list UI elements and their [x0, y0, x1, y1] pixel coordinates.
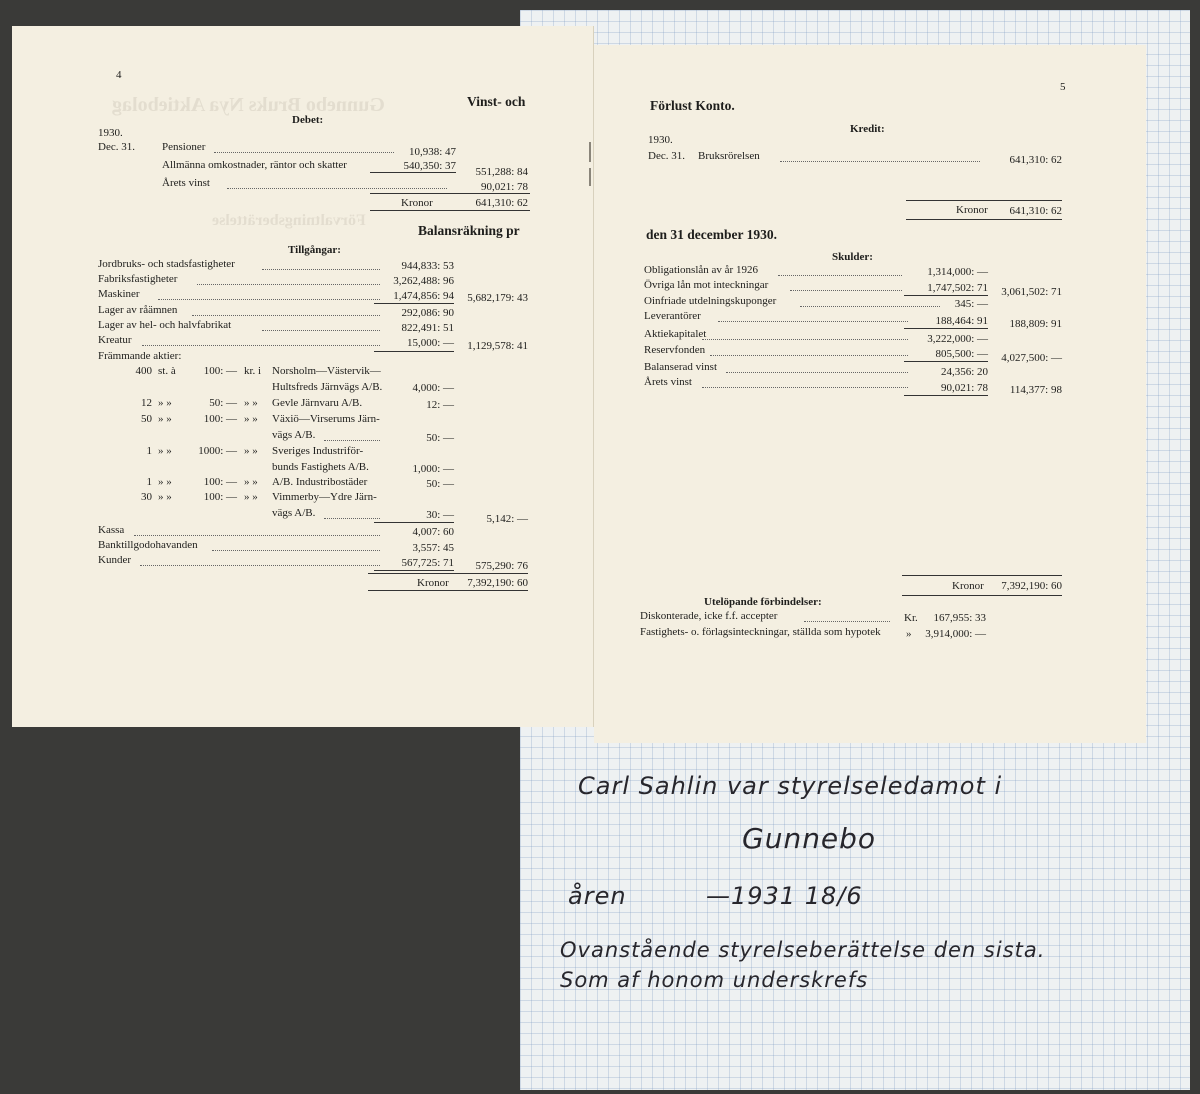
total-rule	[368, 590, 528, 591]
skulder-heading: Skulder:	[832, 251, 873, 263]
share-nominal: 50: —	[209, 397, 237, 409]
contingent-row-amount: 3,914,000: —	[925, 628, 986, 640]
year-label: 1930.	[98, 127, 123, 139]
share-qty: 400	[135, 365, 152, 377]
debet-row-label: Årets vinst	[162, 177, 210, 189]
share-amount: 50: —	[426, 432, 454, 444]
dot-leader	[140, 564, 380, 566]
share-nominal: 100: —	[203, 365, 237, 377]
liability-row-amount: 90,021: 78	[940, 382, 988, 394]
kredit-heading: Kredit:	[850, 123, 885, 135]
share-qty: 12	[141, 397, 152, 409]
year-label: 1930.	[648, 134, 673, 146]
share-amount: 50: —	[426, 478, 454, 490]
total-label: Kronor	[401, 197, 433, 209]
handwritten-line-3-label: åren	[568, 882, 627, 910]
liability-row-label: Balanserad vinst	[644, 361, 718, 373]
asset-row-label: Lager av hel- och halvfabrikat	[98, 319, 232, 331]
share-nominal: 100: —	[203, 476, 237, 488]
underline-rule	[374, 351, 454, 352]
total-rule	[370, 210, 530, 211]
date-label: Dec. 31.	[98, 141, 135, 153]
dot-leader	[212, 549, 380, 551]
share-company: bunds Fastighets A/B.	[272, 461, 369, 473]
dot-leader	[142, 344, 380, 346]
debet-row-amount: 10,938: 47	[408, 146, 456, 158]
liability-subtotal: 4,027,500: —	[1001, 352, 1062, 364]
asset-row-amount: 3,262,488: 96	[393, 275, 454, 287]
liability-subtotal: 114,377: 98	[1009, 384, 1062, 396]
handwritten-line-1: Carl Sahlin var styrelseledamot i	[578, 772, 1003, 800]
share-spec: » »	[158, 491, 172, 503]
liability-row-amount: 345: —	[954, 298, 988, 310]
grand-total-label: Kronor	[952, 580, 984, 592]
liability-row-amount: 805,500: —	[935, 348, 988, 360]
kredit-row-label: Bruksrörelsen	[698, 150, 760, 162]
liability-row-label: Leverantörer	[644, 310, 701, 322]
underline-rule	[374, 522, 454, 523]
cash-total: 575,290: 76	[475, 560, 528, 572]
total-rule	[906, 219, 1062, 220]
share-prefix: » »	[244, 476, 258, 488]
dot-leader	[262, 329, 380, 331]
share-amount: 1,000: —	[412, 463, 454, 475]
liability-row-label: Obligationslån av år 1926	[644, 264, 758, 276]
share-prefix: » »	[244, 413, 258, 425]
date-label: Dec. 31.	[648, 150, 685, 162]
asset-row-label: Jordbruks- och stadsfastigheter	[98, 258, 235, 270]
underline-rule	[904, 328, 988, 329]
share-company: Växiö—Virserums Järn-	[272, 413, 380, 425]
liability-row-label: Oinfriade utdelningskuponger	[644, 295, 777, 307]
dot-leader	[324, 439, 380, 441]
left-page	[12, 26, 594, 727]
asset-row-amount: 944,833: 53	[401, 260, 454, 272]
page-number: 5	[1060, 81, 1066, 93]
asset-row-label: Maskiner	[98, 288, 140, 300]
share-amount: 30: —	[426, 509, 454, 521]
share-qty: 50	[141, 413, 152, 425]
liability-row-label: Reservfonden	[644, 344, 706, 356]
debet-row-amount: 540,350: 37	[403, 160, 456, 172]
share-nominal: 100: —	[203, 413, 237, 425]
staple-mark	[589, 142, 591, 162]
share-company: Vimmerby—Ydre Järn-	[272, 491, 377, 503]
aktier-total: 5,142: —	[486, 513, 528, 525]
dot-leader	[158, 298, 380, 300]
dot-leader	[134, 534, 380, 536]
asset-row-amount: 822,491: 51	[401, 322, 454, 334]
right-page	[594, 45, 1146, 743]
share-prefix: » »	[244, 445, 258, 457]
share-company: Sveriges Industriför-	[272, 445, 364, 457]
total-rule	[368, 573, 528, 574]
dot-leader	[710, 354, 908, 356]
page-number: 4	[116, 69, 122, 81]
asset-row-amount: 292,086: 90	[401, 307, 454, 319]
share-prefix: » »	[244, 397, 258, 409]
cash-row-label: Kassa	[98, 524, 125, 536]
liability-subtotal: 3,061,502: 71	[1001, 286, 1062, 298]
account-heading: Förlust Konto.	[650, 98, 735, 113]
underline-rule	[904, 295, 988, 296]
asset-row-amount: 1,474,856: 94	[393, 290, 454, 302]
share-qty: 1	[146, 476, 152, 488]
asset-row-amount: 15,000: —	[406, 337, 454, 349]
underline-rule	[370, 172, 456, 173]
staple-mark	[589, 168, 591, 186]
dot-leader	[780, 160, 980, 162]
liability-row-amount: 188,464: 91	[935, 315, 988, 327]
share-spec: » »	[158, 413, 172, 425]
contingent-row-amount: 167,955: 33	[933, 612, 986, 624]
cash-row-label: Banktillgodohavanden	[98, 539, 198, 551]
aktier-heading: Främmande aktier:	[98, 350, 182, 362]
liability-row-label: Årets vinst	[644, 376, 692, 388]
share-nominal: 1000: —	[198, 445, 237, 457]
share-prefix: kr. i	[244, 365, 262, 377]
dot-leader	[804, 620, 890, 622]
dot-leader	[197, 283, 380, 285]
contingent-row-label: Fastighets- o. förlagsinteckningar, ställda som hypotek	[640, 626, 881, 638]
liability-row-amount: 3,222,000: —	[927, 333, 988, 345]
asset-subtotal: 5,682,179: 43	[467, 292, 528, 304]
total-label: Kronor	[956, 204, 988, 216]
underline-rule	[904, 395, 988, 396]
dot-leader	[214, 151, 394, 153]
dot-leader	[778, 274, 902, 276]
cash-row-amount: 4,007: 60	[412, 526, 454, 538]
dot-leader	[702, 338, 908, 340]
handwritten-line-5: Som af honom underskrefs	[560, 968, 869, 992]
liability-row-amount: 1,314,000: —	[927, 266, 988, 278]
balans-heading: Balansräkning pr	[418, 223, 520, 238]
kredit-row-amount: 641,310: 62	[1009, 154, 1062, 166]
share-company: vägs A/B.	[272, 507, 316, 519]
share-company: A/B. Industribostäder	[272, 476, 368, 488]
total-rule	[902, 575, 1062, 576]
debet-row-label: Allmänna omkostnader, räntor och skatter	[162, 159, 347, 171]
bleed-through-text: Gunnebo Bruks Nya Aktiebolag	[112, 94, 385, 116]
tillgangar-heading: Tillgångar:	[288, 244, 341, 256]
liability-subtotal: 188,809: 91	[1009, 318, 1062, 330]
share-company: vägs A/B.	[272, 429, 316, 441]
underline-rule	[374, 570, 454, 571]
total-rule	[906, 200, 1062, 201]
share-spec: » »	[158, 397, 172, 409]
share-spec: » »	[158, 476, 172, 488]
grand-total-label: Kronor	[417, 577, 449, 589]
share-company: Norsholm—Västervik—	[272, 365, 381, 377]
grand-total: 7,392,190: 60	[467, 577, 528, 589]
handwritten-line-4: Ovanstående styrelseberättelse den sista.	[560, 938, 1046, 962]
dot-leader	[790, 289, 902, 291]
dot-leader	[192, 314, 380, 316]
dot-leader	[227, 187, 447, 189]
total-rule	[370, 193, 530, 194]
asset-row-label: Fabriksfastigheter	[98, 273, 178, 285]
share-amount: 12: —	[426, 399, 454, 411]
debet-total: 641,310: 62	[475, 197, 528, 209]
bleed-through-text: Förvaltningsberättelse	[212, 212, 366, 229]
debet-row-total: 90,021: 78	[480, 181, 528, 193]
share-prefix: » »	[244, 491, 258, 503]
utelopande-heading: Utelöpande förbindelser:	[704, 596, 822, 608]
dot-leader	[718, 320, 908, 322]
kredit-total: 641,310: 62	[1009, 205, 1062, 217]
cash-row-label: Kunder	[98, 554, 131, 566]
asset-row-label: Kreatur	[98, 334, 132, 346]
share-spec: » »	[158, 445, 172, 457]
liability-row-amount: 24,356: 20	[940, 366, 988, 378]
share-amount: 4,000: —	[412, 382, 454, 394]
share-spec: st. à	[158, 365, 176, 377]
debet-row-label: Pensioner	[162, 141, 206, 153]
liability-row-label: Aktiekapitalet	[644, 328, 707, 340]
balans-heading: den 31 december 1930.	[646, 227, 777, 242]
debet-row-total: 551,288: 84	[475, 166, 528, 178]
total-rule	[902, 595, 1062, 596]
underline-rule	[374, 303, 454, 304]
dot-leader	[324, 517, 380, 519]
asset-subtotal: 1,129,578: 41	[467, 340, 528, 352]
liability-row-amount: 1,747,502: 71	[927, 282, 988, 294]
dot-leader	[702, 386, 908, 388]
share-company: Gevle Järnvaru A/B.	[272, 397, 363, 409]
contingent-row-prefix: Kr.	[904, 612, 918, 624]
account-heading: Vinst- och	[467, 94, 526, 109]
handwritten-line-2: Gunnebo	[742, 822, 877, 855]
dot-leader	[726, 371, 908, 373]
share-nominal: 100: —	[203, 491, 237, 503]
liability-row-label: Övriga lån mot inteckningar	[644, 279, 769, 291]
dot-leader	[262, 268, 380, 270]
asset-row-label: Lager av råämnen	[98, 304, 178, 316]
underline-rule	[904, 361, 988, 362]
cash-row-amount: 567,725: 71	[401, 557, 454, 569]
cash-row-amount: 3,557: 45	[412, 542, 454, 554]
share-qty: 1	[146, 445, 152, 457]
share-company: Hultsfreds Järnvägs A/B.	[272, 381, 383, 393]
grand-total: 7,392,190: 60	[1001, 580, 1062, 592]
debet-heading: Debet:	[292, 114, 324, 126]
handwritten-line-3-value: —1931 18/6	[706, 882, 863, 910]
share-qty: 30	[141, 491, 152, 503]
contingent-row-prefix: »	[906, 628, 912, 640]
contingent-row-label: Diskonterade, icke f.f. accepter	[640, 610, 778, 622]
